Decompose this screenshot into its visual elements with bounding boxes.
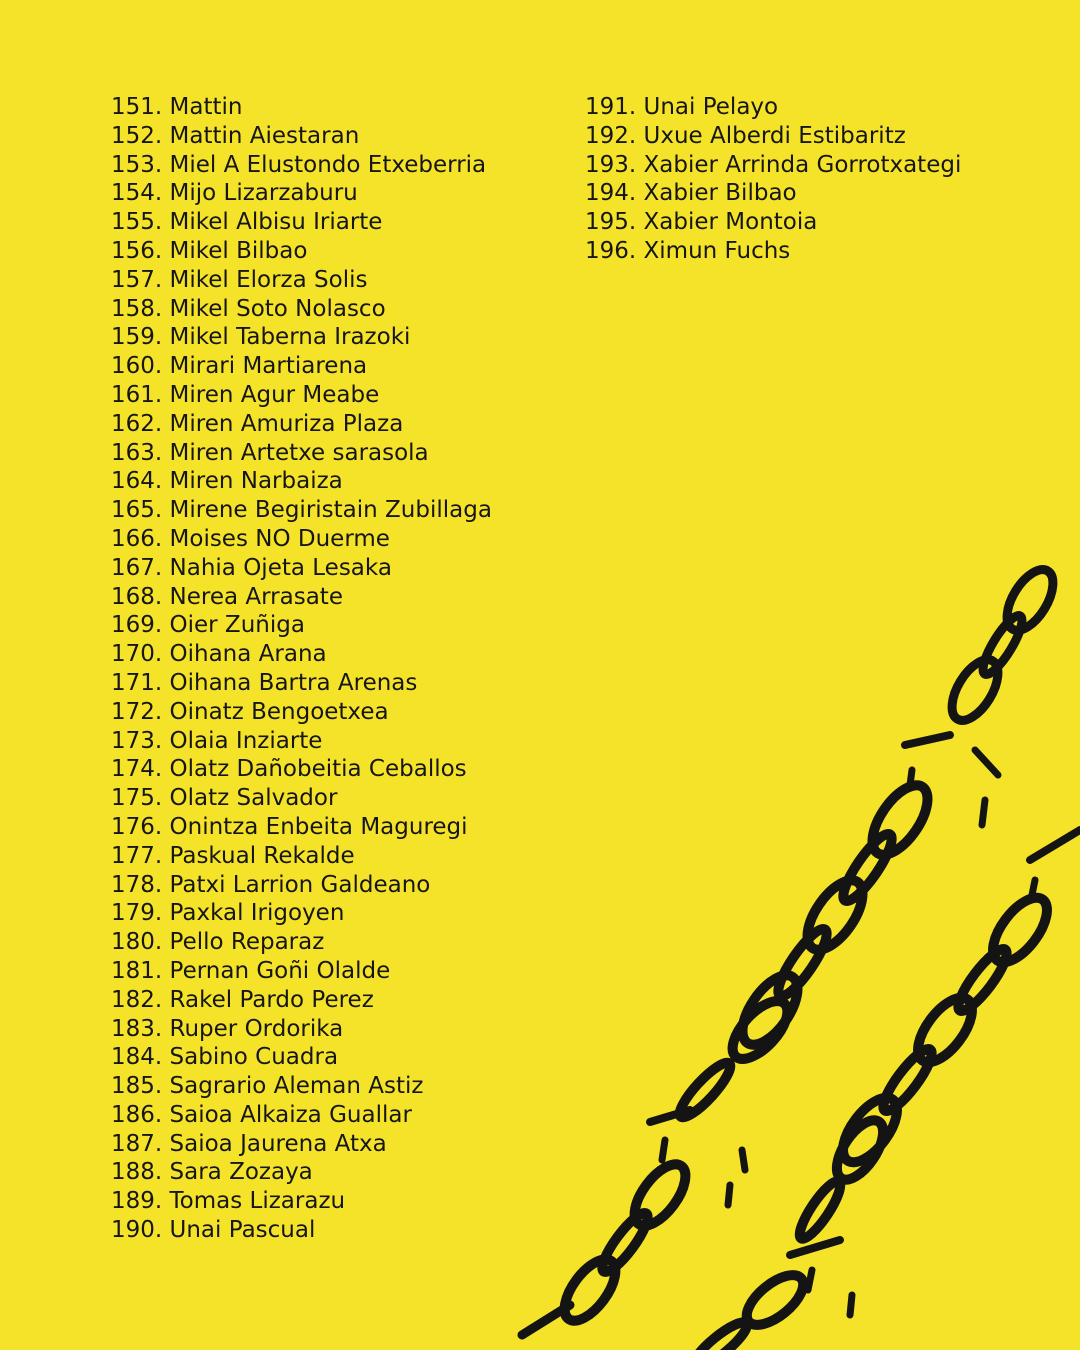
chain-fragment xyxy=(728,1185,730,1205)
chain-link xyxy=(797,871,874,958)
chain-link xyxy=(833,1089,907,1171)
chain-fragment xyxy=(910,770,912,785)
list-item: 154. Mijo Lizarzaburu xyxy=(111,180,358,207)
chain-fragment xyxy=(790,1240,840,1255)
list-item: 180. Pello Reparaz xyxy=(111,929,325,956)
chain-link xyxy=(771,924,833,1002)
chain-link xyxy=(943,652,1007,728)
chain-link xyxy=(828,1113,892,1187)
list-item: 179. Paxkal Irigoyen xyxy=(111,900,345,927)
chain-fragment xyxy=(742,1150,745,1170)
list-item: 153. Miel A Elustondo Etxeberria xyxy=(111,151,487,178)
chain-link xyxy=(877,1044,938,1117)
chain-link xyxy=(674,1057,736,1123)
list-item: 194. Xabier Bilbao xyxy=(585,180,797,207)
list-item: 164. Miren Narbaiza xyxy=(111,468,343,495)
list-item: 174. Olatz Dañobeitia Ceballos xyxy=(111,756,467,783)
list-item: 162. Miren Amuriza Plaza xyxy=(111,410,404,437)
chain-link xyxy=(983,889,1057,971)
list-item: 196. Ximun Fuchs xyxy=(585,237,791,264)
chain-link xyxy=(732,966,809,1053)
list-item: 192. Uxue Alberdi Estibaritz xyxy=(585,122,906,149)
chain-fragment xyxy=(808,1270,812,1290)
chain-link xyxy=(739,1266,812,1334)
list-item: 178. Patxi Larrion Galdeano xyxy=(111,871,431,898)
chain-link xyxy=(836,829,898,907)
list-item: 161. Miren Agur Meabe xyxy=(111,381,380,408)
list-item: 167. Nahia Ojeta Lesaka xyxy=(111,554,392,581)
list-item: 152. Mattin Aiestaran xyxy=(111,122,360,149)
names-list-right xyxy=(585,93,1065,266)
list-item: 181. Pernan Goñi Olalde xyxy=(111,957,391,984)
list-item: 190. Unai Pascual xyxy=(111,1217,316,1244)
chain-fragment xyxy=(1030,830,1080,860)
chain-link xyxy=(952,944,1013,1017)
list-item: 169. Oier Zuñiga xyxy=(111,612,305,639)
list-item: 182. Rakel Pardo Perez xyxy=(111,986,374,1013)
list-item: 170. Oihana Arana xyxy=(111,641,327,668)
list-item: 159. Mikel Taberna Irazoki xyxy=(111,324,411,351)
chain-link xyxy=(998,562,1062,638)
list-item: 193. Xabier Arrinda Gorrotxategi xyxy=(585,151,962,178)
chain-fragment xyxy=(662,1140,665,1160)
chain-fragment xyxy=(1032,880,1035,895)
chain-fragment xyxy=(975,750,998,775)
list-item: 157. Mikel Elorza Solis xyxy=(111,266,368,293)
chain-fragment xyxy=(522,1305,570,1335)
list-item: 165. Mirene Begiristain Zubillaga xyxy=(111,497,492,524)
list-item: 177. Paskual Rekalde xyxy=(111,842,355,869)
list-item: 163. Miren Artetxe sarasola xyxy=(111,439,429,466)
list-item: 183. Ruper Ordorika xyxy=(111,1015,344,1042)
chain-fragment xyxy=(905,735,950,745)
list-item: 156. Mikel Bilbao xyxy=(111,237,308,264)
chain-link xyxy=(908,989,982,1071)
list-item: 184. Sabino Cuadra xyxy=(111,1044,339,1071)
chain-link xyxy=(794,1177,846,1243)
list-item: 186. Saioa Alkaiza Guallar xyxy=(111,1101,412,1128)
list-item: 188. Sara Zozaya xyxy=(111,1159,313,1186)
list-item: 160. Mirari Martiarena xyxy=(111,353,368,380)
list-item: 171. Oihana Bartra Arenas xyxy=(111,669,418,696)
chain-fragment xyxy=(650,1110,690,1122)
list-item: 172. Oinatz Bengoetxea xyxy=(111,698,389,725)
chain-link xyxy=(555,1251,625,1329)
chain-link xyxy=(688,1317,752,1350)
list-item: 166. Moises NO Duerme xyxy=(111,525,390,552)
list-item: 168. Nerea Arrasate xyxy=(111,583,343,610)
list-item: 187. Saioa Jaurena Atxa xyxy=(111,1130,387,1157)
list-item: 185. Sagrario Aleman Astiz xyxy=(111,1073,424,1100)
list-item: 175. Olatz Salvador xyxy=(111,785,338,812)
chain-link xyxy=(977,611,1028,679)
chain-link xyxy=(862,776,939,863)
chain-link xyxy=(596,1208,654,1277)
list-item: 176. Onintza Enbeita Maguregi xyxy=(111,813,468,840)
chain-link xyxy=(625,1156,695,1234)
list-item: 195. Xabier Montoia xyxy=(585,209,818,236)
list-item: 155. Mikel Albisu Iriarte xyxy=(111,209,383,236)
list-item: 189. Tomas Lizarazu xyxy=(111,1188,346,1215)
names-list-left xyxy=(111,93,571,1245)
list-item: 158. Mikel Soto Nolasco xyxy=(111,295,386,322)
list-item: 151. Mattin xyxy=(111,94,243,120)
chain-fragment xyxy=(982,800,985,825)
chain-fragment xyxy=(850,1295,852,1315)
list-item: 173. Olaia Inziarte xyxy=(111,727,323,754)
list-item: 191. Unai Pelayo xyxy=(585,94,779,120)
chain-link xyxy=(723,992,797,1068)
